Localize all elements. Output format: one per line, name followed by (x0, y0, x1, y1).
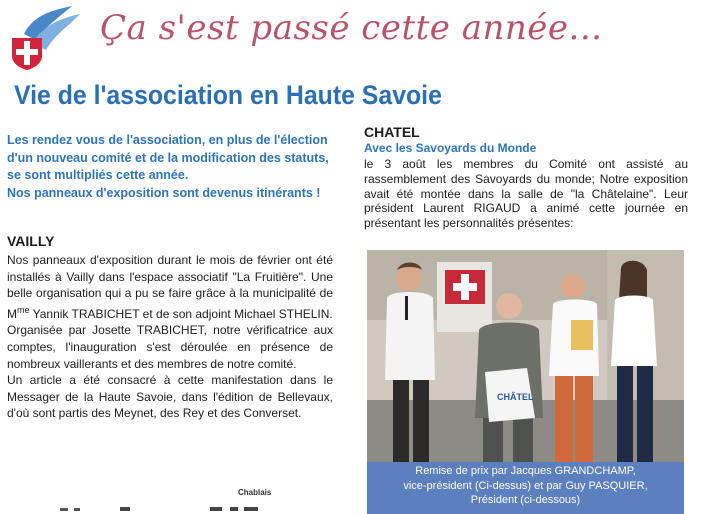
association-logo (6, 4, 82, 72)
chatel-subheading: Avec les Savoyards du Monde (364, 141, 537, 155)
vailly-p1-text-end: Yannik TRABICHET et de son adjoint Michael STHELIN. (29, 306, 333, 321)
clipping-edge (60, 506, 280, 512)
section-title: Vie de l'association en Haute Savoie (14, 80, 442, 110)
photo-caption (367, 462, 684, 514)
clipping-label: Chablais (238, 488, 272, 497)
intro-line-1: Les rendez vous de l'association, en plus de l'élection d'un nouveau comité et de la modification des statuts, se sont multipliés cette année. (7, 133, 329, 182)
caption-line-3: Président (ci-dessous) (470, 494, 581, 506)
caption-line-2: vice-président (Ci-dessus) et par Guy PASQUIER, (403, 479, 648, 492)
photo-illustration (367, 250, 684, 462)
vailly-paragraph-3: Un article a été consacré à cette manifestation dans le Messager de la Haute Savoie, dans l'édition de Bellevaux, d'où sont partis des Meynet, des Rey et des Converset. (7, 373, 333, 421)
chatel-heading: CHATEL (364, 124, 420, 140)
intro-text (7, 132, 342, 202)
vailly-heading: VAILLY (7, 233, 55, 249)
vailly-paragraph-2: Organisée par Josette TRABICHET, notre vérificatrice aux comptes, l'inauguration s'est déroulée en présence de nombreux vaillerants et des membres de notre comité. (7, 323, 333, 371)
vailly-article (7, 252, 333, 422)
chatel-article: le 3 août les membres du Comité ont assisté au rassemblement des Savoyards du monde; Notre exposition avait été montée dans la salle de "la Châtelaine". Leur président Laurent RIGAUD a animé cette journée en présentant les personnalités présentes: (364, 157, 688, 231)
caption-line-1: Remise de prix par Jacques GRANDCHAMP, (415, 465, 636, 477)
intro-line-2: Nos panneaux d'exposition sont devenus itinérants ! (7, 185, 321, 200)
vailly-p1-sup: me (17, 304, 30, 315)
event-photo (367, 250, 684, 462)
vailly-paragraph-1 (7, 252, 333, 322)
bag-text: CHÂTEL (497, 392, 534, 402)
vailly-p1-text: Nos panneaux d'exposition durant le mois de février ont été installés à Vailly dans l'espace associatif "La Fruitière". Une belle organisation qui a pu se faire grâce à la municipalité de M (7, 253, 333, 321)
headline: Ça s'est passé cette année... (100, 8, 603, 48)
